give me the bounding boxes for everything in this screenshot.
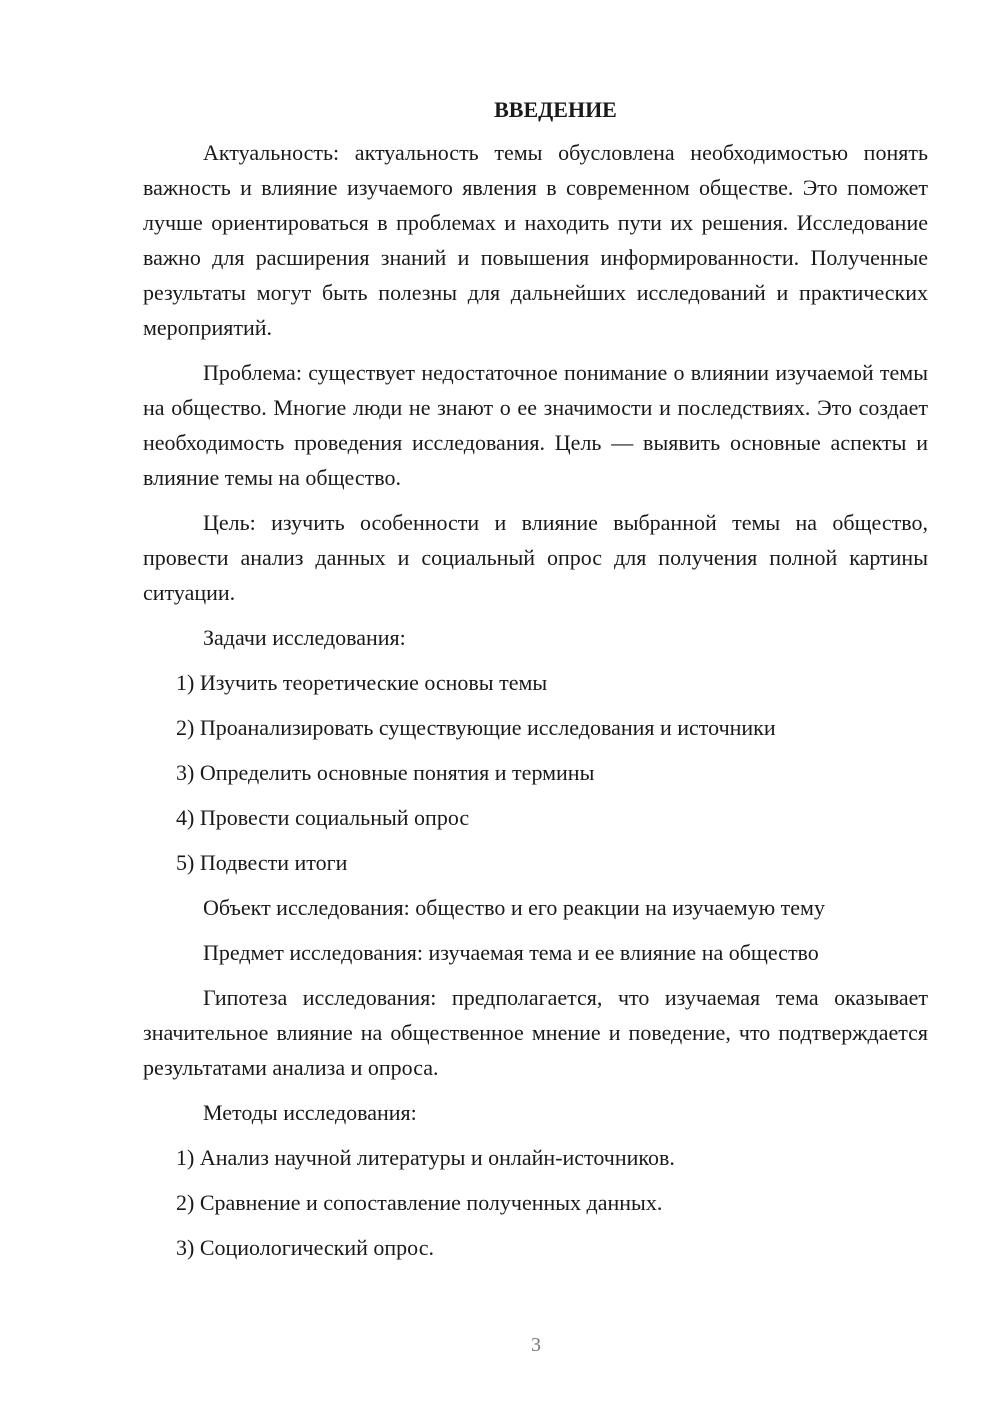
task-item-5: 5) Подвести итоги [176, 850, 348, 875]
document-body [143, 92, 928, 1275]
methods-heading: Методы исследования: [203, 1100, 417, 1125]
page-number: 3 [531, 1334, 541, 1356]
problem-paragraph: Проблема: существует недостаточное понимание о влиянии изучаемой темы на общество. Многие люди не знают о ее значимости и последствиях. Это создает необходимость проведения исследования. Цель — выявить основные аспекты и влияние темы на общество. [143, 360, 928, 490]
research-subject: Предмет исследования: изучаемая тема и ее влияние на общество [203, 940, 819, 965]
section-heading: ВВЕДЕНИЕ [494, 97, 617, 122]
research-object: Объект исследования: общество и его реакции на изучаемую тему [203, 895, 825, 920]
hypothesis-paragraph: Гипотеза исследования: предполагается, что изучаемая тема оказывает значительное влияние на общественное мнение и поведение, что подтверждается результатами анализа и опроса. [143, 985, 928, 1080]
task-item-3: 3) Определить основные понятия и термины [176, 760, 595, 785]
method-item-2: 2) Сравнение и сопоставление полученных данных. [176, 1190, 663, 1215]
relevance-paragraph: Актуальность: актуальность темы обусловлена необходимостью понять важность и влияние изучаемого явления в современном обществе. Это поможет лучше ориентироваться в проблемах и находить пути их решения. Исследование важно для расширения знаний и повышения информированности. Полученные результаты могут быть полезны для дальнейших исследований и практических мероприятий. [143, 140, 928, 340]
task-item-4: 4) Провести социальный опрос [176, 805, 470, 830]
goal-paragraph: Цель: изучить особенности и влияние выбранной темы на общество, провести анализ данных и социальный опрос для получения полной картины ситуации. [143, 510, 928, 605]
method-item-1: 1) Анализ научной литературы и онлайн-источников. [176, 1145, 675, 1170]
task-item-1: 1) Изучить теоретические основы темы [176, 670, 548, 695]
task-item-2: 2) Проанализировать существующие исследования и источники [176, 715, 776, 740]
method-item-3: 3) Социологический опрос. [176, 1235, 434, 1260]
tasks-heading: Задачи исследования: [203, 625, 406, 650]
